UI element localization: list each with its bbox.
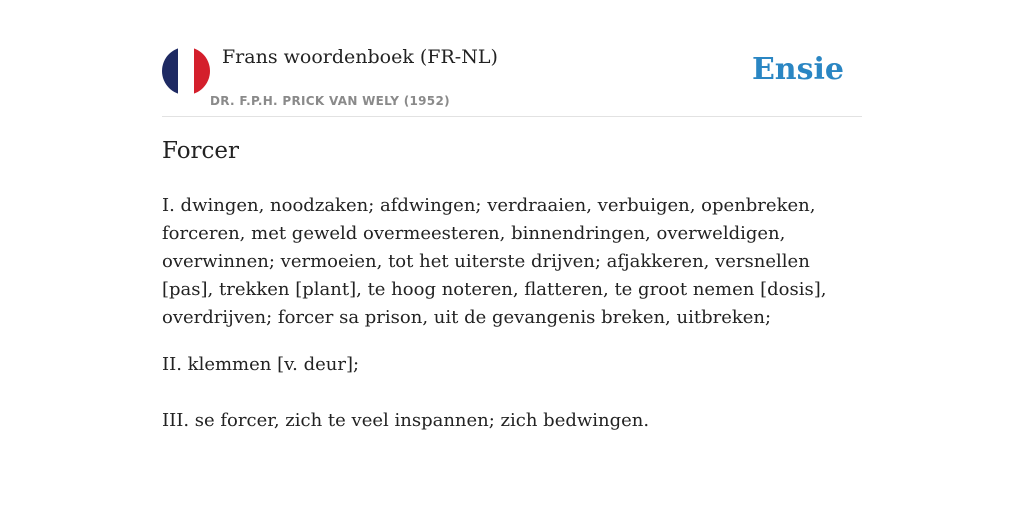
brand-logo[interactable]: Ensie — [751, 52, 844, 87]
dictionary-header — [162, 40, 862, 117]
definition-item: III. se forcer, zich te veel inspannen; zich bedwingen. — [162, 410, 650, 431]
definition-item: I. dwingen, noodzaken; afdwingen; verdraaien, verbuigen, openbreken, forceren, met geweld overmeesteren, binnendringen, overweldigen, overwinnen; vermoeien, tot het uiterste drijven; afjakkeren, versnellen [pas], trekken [plant], te hoog noteren, flatteren, te groot nemen [dosis], overdrijven; forcer sa prison, uit de gevangenis breken, uitbreken; — [162, 195, 827, 328]
entry-definitions — [162, 192, 862, 435]
definition-item: II. klemmen [v. deur]; — [162, 354, 360, 375]
france-flag-icon — [162, 47, 210, 95]
entry-headword: Forcer — [162, 138, 240, 164]
dictionary-author: DR. F.P.H. PRICK VAN WELY (1952) — [210, 94, 450, 108]
dictionary-title[interactable]: Frans woordenboek (FR-NL) — [222, 46, 498, 68]
